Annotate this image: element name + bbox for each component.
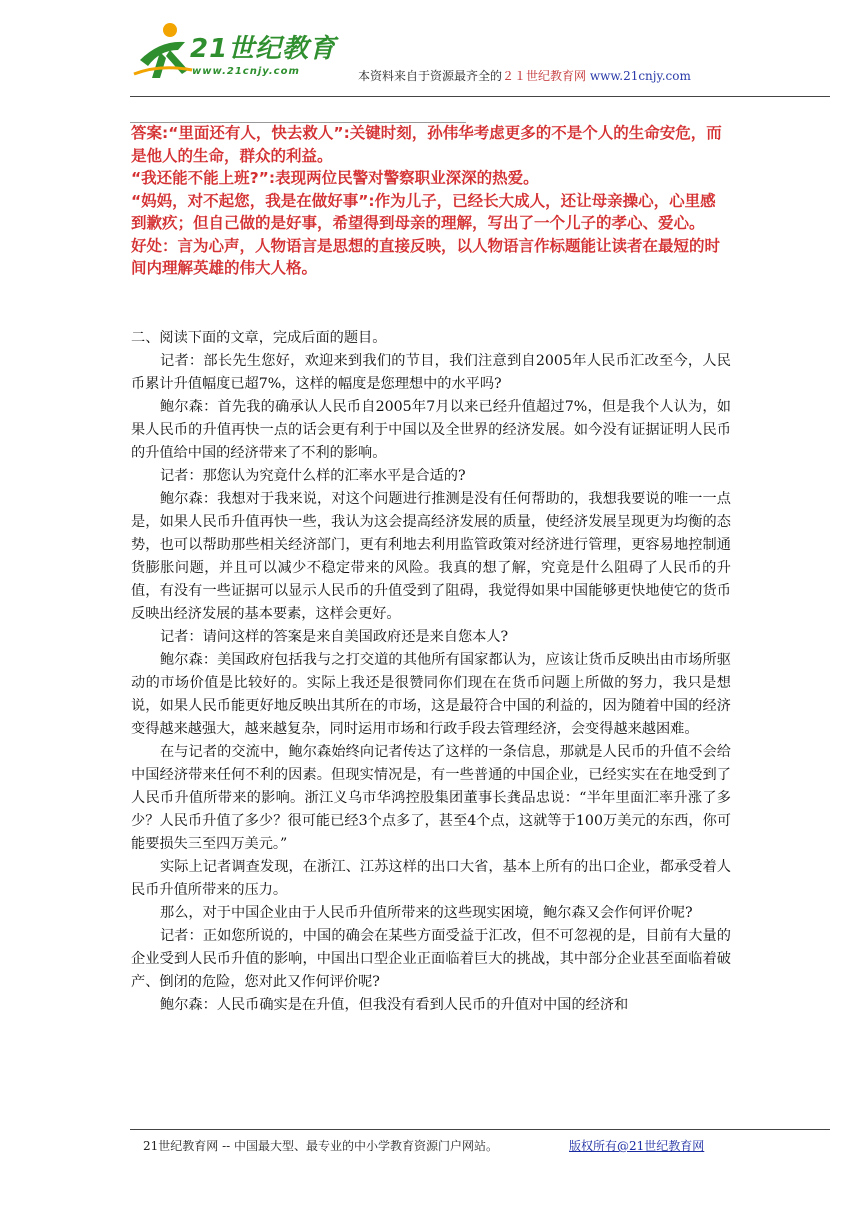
footer-divider [130, 1129, 830, 1130]
paragraph: 记者：那您认为究竟什么样的汇率水平是合适的? [160, 468, 466, 484]
tagline-prefix: 本资料来自于资源最齐全的 [358, 69, 503, 83]
page-footer [143, 1137, 783, 1154]
paragraph: 实际上记者调查发现，在浙江、江苏这样的出口大省，基本上所有的出口企业，都承受着人民币升值所带来的压力。 [131, 859, 731, 898]
tagline-brand: ２１世纪教育网 [502, 69, 587, 83]
paragraph: 记者：正如您所说的，中国的确会在某些方面受益于汇改，但不可忽视的是，目前有大量的企业受到人民币升值的影响，中国出口型企业正面临着巨大的挑战，其中部分企业甚至面临着破产、倒闭的危险，您对此又作何评价呢? [131, 928, 731, 990]
page-header [130, 20, 730, 90]
article-body [131, 327, 731, 1017]
answer-line: 好处：言为心声，人物语言是思想的直接反映，以人物语言作标题能让读者在最短的时间内理解英雄的伟大人格。 [131, 236, 721, 277]
section-title: 二、阅读下面的文章，完成后面的题目。 [131, 330, 387, 346]
paragraph: 记者：请问这样的答案是来自美国政府还是来自您本人? [160, 629, 509, 645]
header-divider [130, 96, 830, 97]
tagline-url-link[interactable]: www.21cnjy.com [589, 69, 691, 83]
paragraph: 鲍尔森：人民币确实是在升值，但我没有看到人民币的升值对中国的经济和 [160, 997, 629, 1013]
paragraph: 鲍尔森：首先我的确承认人民币自2005年7月以来已经升值超过7%，但是我个人认为，如果人民币的升值再快一点的话会更有利于中国以及全世界的经济发展。如今没有证据证明人民币的升值给中国的经济带来了不利的影响。 [131, 399, 731, 461]
copyright-link[interactable]: 版权所有@21世纪教育网 [569, 1139, 705, 1153]
header-tagline [358, 67, 691, 84]
paragraph: 鲍尔森：美国政府包括我与之打交道的其他所有国家都认为，应该让货币反映出由市场所驱动的市场价值是比较好的。实际上我还是很赞同你们现在在货币问题上所做的努力，我只是想说，如果人民币能更好地反映出其所在的市场，这是最符合中国的利益的，因为随着中国的经济变得越来越强大，越来越复杂，同时运用市场和行政手段去管理经济，会变得越来越困难。 [131, 652, 731, 737]
paragraph: 记者：部长先生您好，欢迎来到我们的节目，我们注意到自2005年人民币汇改至今，人民币累计升值幅度已超7%，这样的幅度是您理想中的水平吗? [131, 353, 731, 392]
answer-line: “我还能不能上班?”:表现两位民警对警察职业深深的热爱。 [131, 169, 539, 187]
site-logo[interactable] [130, 20, 350, 85]
footer-text: 21世纪教育网 -- 中国最大型、最专业的中小学教育资源门户网站。 [143, 1139, 499, 1153]
paragraph: 那么，对于中国企业由于人民币升值所带来的这些现实困境，鲍尔森又会作何评价呢? [160, 905, 693, 921]
paragraph: 在与记者的交流中，鲍尔森始终向记者传达了这样的一条信息，那就是人民币的升值不会给中国经济带来任何不利的因素。但现实情况是，有一些普通的中国企业，已经实实在在地受到了人民币升值所带来的影响。浙江义乌市华鸿控股集团董事长龚品忠说：“半年里面汇率升涨了多少？人民币升值了多少？很可能已经3个点多了，甚至4个点，这就等于100万美元的东西，你可能要损失三至四万美元。” [131, 744, 731, 852]
logo-wordmark: 21世纪教育 [190, 34, 337, 64]
answer-line: “妈妈，对不起您，我是在做好事”:作为儿子，已经长大成人，还让母亲操心，心里感到歉疚；但自己做的是好事，希望得到母亲的理解，写出了一个儿子的孝心、爱心。 [131, 191, 716, 232]
paragraph: 鲍尔森：我想对于我来说，对这个问题进行推测是没有任何帮助的，我想我要说的唯一一点是，如果人民币升值再快一些，我认为这会提高经济发展的质量，使经济发展呈现更为均衡的态势，也可以帮助那些相关经济部门，更有利地去利用监管政策对经济进行管理，更容易地控制通货膨胀问题，并且可以减少不稳定带来的风险。我真的想了解，究竟是什么阻碍了人民币的升值，有没有一些证据可以显示人民币的升值受到了阻碍，我觉得如果中国能够更快地使它的货币反映出经济发展的基本要素，这样会更好。 [131, 491, 731, 622]
answer-line: 答案:“里面还有人，快去救人”:关键时刻，孙伟华考虑更多的不是个人的生命安危，而是他人的生命，群众的利益。 [131, 124, 722, 165]
answer-block [131, 122, 731, 280]
logo-url: www.21cnjy.com [192, 66, 300, 77]
